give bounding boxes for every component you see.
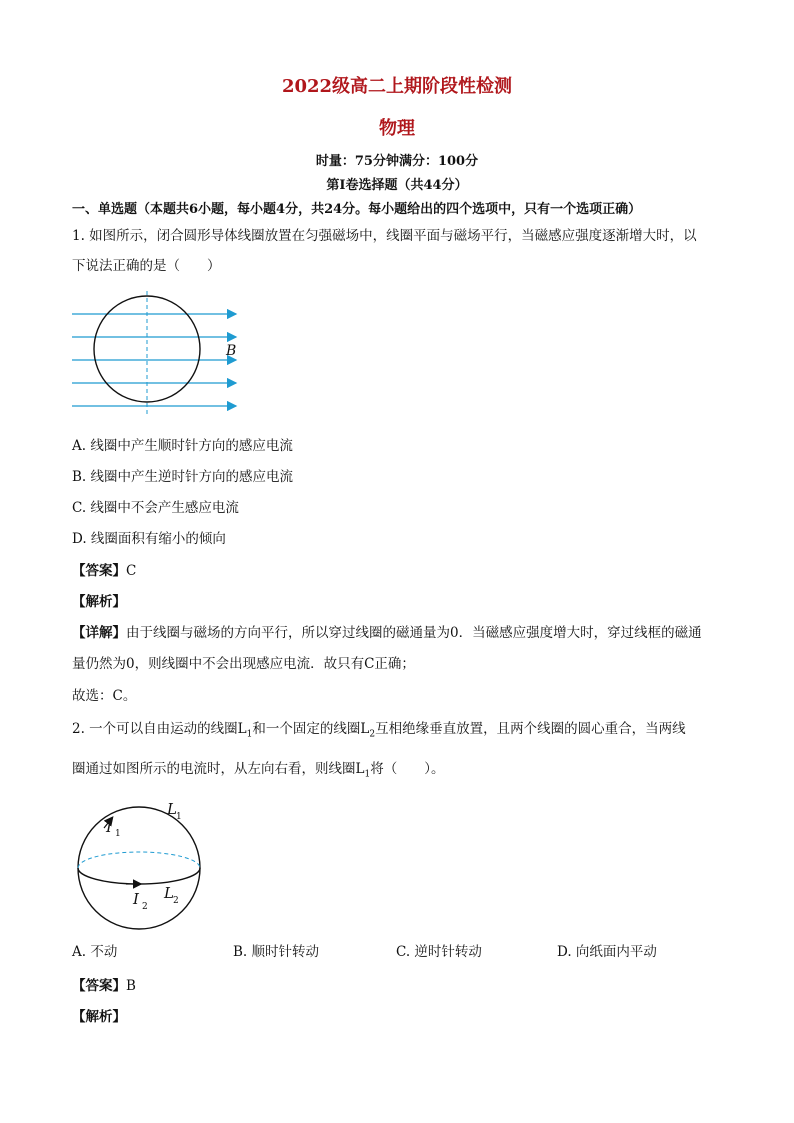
section-heading: 一、单选题（本题共6小题，每小题4分，共24分。每小题给出的四个选项中，只有一个选项正确）	[72, 202, 642, 217]
q1-answer	[72, 559, 136, 579]
field-label-b: B	[226, 343, 237, 359]
q2-stem-part: 圈通过如图所示的电流时，从左向右看，则线圈	[72, 761, 356, 777]
subject-title: 物理	[379, 118, 415, 139]
q2-stem-line2	[72, 759, 444, 785]
q2-option-b: B. 顺时针转动	[233, 944, 320, 960]
q1-detail-line2: 量仍然为0，则线圈中不会出现感应电流．故只有C正确；	[72, 656, 415, 672]
volume-heading: 第Ⅰ卷选择题（共44分）	[326, 178, 468, 193]
q1-analysis-tag: 【解析】	[72, 594, 126, 610]
q1-option-d: D. 线圈面积有缩小的倾向	[72, 531, 226, 547]
q2-figure	[66, 792, 216, 934]
label-l2-sub: 2	[173, 896, 179, 906]
coil-l2-back	[78, 852, 200, 868]
q2-analysis-tag: 【解析】	[72, 1009, 126, 1025]
label-l2: L	[164, 884, 174, 902]
q2-stem-part: 将（ ）。	[370, 761, 445, 777]
q2-stem-part: 互相绝缘垂直放置，且两个线圈的圆心重合，当两线	[375, 721, 686, 737]
q2-option-c: C. 逆时针转动	[396, 944, 482, 960]
q2-option-d: D. 向纸面内平动	[557, 944, 657, 960]
field-lines	[72, 314, 236, 406]
coil-l1-circle	[78, 807, 200, 929]
time-score: 时量：75分钟满分：100分	[315, 154, 479, 169]
coil-symbol: L	[360, 721, 370, 737]
label-l1-sub: 1	[176, 812, 182, 822]
detail-tag: 【详解】	[72, 625, 126, 641]
q2-stem-part: 和一个固定的线圈	[252, 721, 361, 737]
q1-option-b: B. 线圈中产生逆时针方向的感应电流	[72, 469, 294, 485]
q2-stem-line1	[72, 719, 686, 745]
coil-symbol: L	[355, 761, 365, 777]
label-i1-sub: 1	[115, 829, 121, 839]
coil-symbol: L	[237, 721, 247, 737]
coil-subscript: 1	[246, 729, 253, 740]
exam-title: 2022级高二上期阶段性检测	[281, 76, 513, 97]
answer-tag: 【答案】	[72, 978, 126, 994]
answer-value: B	[126, 978, 136, 994]
q1-stem-line1: 1. 如图所示，闭合圆形导体线圈放置在匀强磁场中，线圈平面与磁场平行，当磁感应强度逐渐增大时，以	[72, 228, 697, 244]
coil-l2-front	[78, 868, 200, 884]
label-i1: I	[106, 818, 112, 836]
q1-detail-line1	[72, 621, 702, 641]
label-i2-sub: 2	[142, 902, 148, 912]
coil-subscript: 2	[369, 729, 376, 740]
answer-value: C	[126, 563, 137, 579]
q2-stem-part: 2. 一个可以自由运动的线圈	[72, 721, 238, 737]
q2-option-a: A. 不动	[72, 944, 118, 960]
label-l1: L	[167, 800, 177, 818]
q1-conclusion: 故选：C。	[72, 688, 137, 704]
q1-stem-line2: 下说法正确的是（ ）	[72, 258, 221, 274]
q1-figure	[60, 288, 260, 420]
coil-subscript: 1	[364, 769, 371, 780]
q1-option-a: A. 线圈中产生顺时针方向的感应电流	[72, 438, 293, 454]
label-i2: I	[133, 890, 139, 908]
q2-answer	[72, 974, 136, 994]
detail-text: 由于线圈与磁场的方向平行，所以穿过线圈的磁通量为0．当磁感应强度增大时，穿过线框的磁通	[126, 625, 702, 641]
q1-option-c: C. 线圈中不会产生感应电流	[72, 500, 239, 516]
answer-tag: 【答案】	[72, 563, 126, 579]
